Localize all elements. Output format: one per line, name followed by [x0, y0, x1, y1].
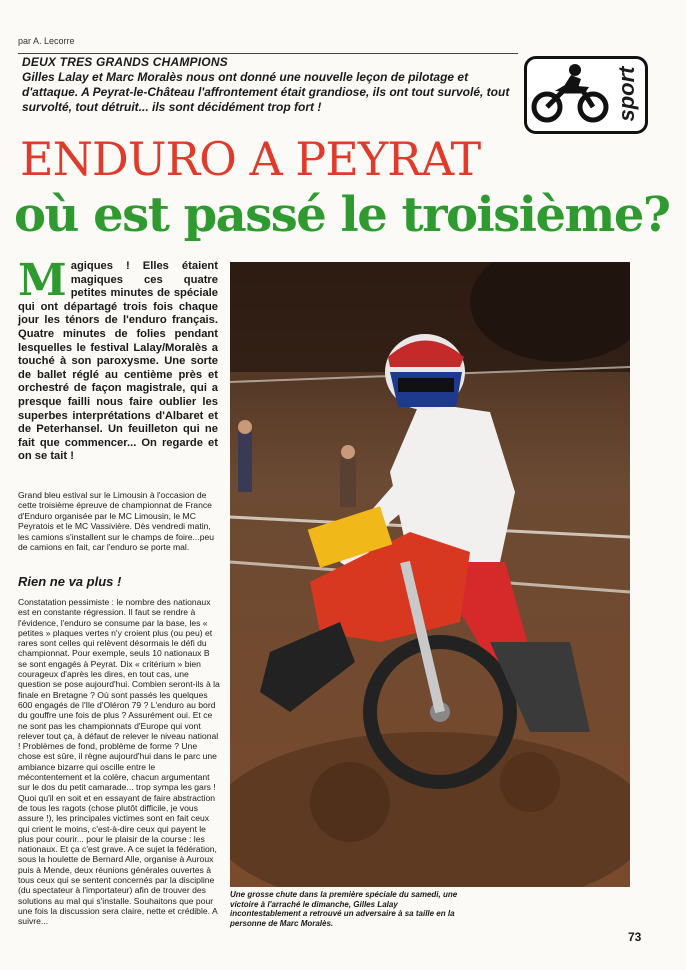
body-text: Constatation pessimiste : le nombre des nationaux est en constante régression. Il faut se rendre à l'évidence, l'enduro se consume par la base, les « petites » plaques vertes n'y croient plus (ou peu) et rares sont celles qui relèvent désormais le défi du championnat. Pour exemple, seuls 10 nationaux B se sont engagés à Peyrat. Dix « critérium » bien courageux d'après les dires, en tout cas, une question se pose aujourd'hui. Combien seront-ils à la finale en Bretagne ? Où sont passés les quelques 600 engagés de l'Ile d'Oléron 79 ? L'enduro au bord du gouffre une fois de plus ? Assurément oui. Et ce ne sont pas les championnats d'Europe qui vont relever tout ça, à défaut de relever le niveau national ! Problèmes de fond, problème de forme ? Une chose est sûre, il règne aujourd'hui dans le parc une ambiance bizarre qui oscille entre le mécontentement et la colère, chacun argumentant sur le dos du petit camarade... trop sympa les gars ! Quoi qu'il en soit et en essayant de faire abstraction de tous les ragots (chose plutôt difficile, je vous assure !), les principales victimes sont en fait ceux qui crient le moins, c'est-à-dire ceux qui payent le plus pour courir... pour le plaisir de la course : les nationaux. Et ça c'est grave. A ce sujet la fédération, sous la houlette de Bernard Alle, organise à Auroux puis à Mende, deux réunions générales ouvertes à tous ceux qui se sentent concernés par la discipline (du spectateur à l'importateur) afin de trouver des solutions au mal qui s'installe. Souhaitons que pour une fois la discussion sera claire, nette et crédible. A suivre... [18, 597, 220, 927]
summary-paragraph: Grand bleu estival sur le Limousin à l'occasion de cette troisième épreuve de championnat de France d'Enduro organisée par le MC Limousin, le MC Peyratois et le MC Vassivière. Dès vendredi matin, les camions s'installent sur le champs de foire...peu de camions en fait, car l'enduro se porte mal. [18, 490, 215, 553]
intro-text: agiques ! Elles étaient magiques ces quatre petites minutes de spéciale qui ont départagé trois fois chaque jour les ténors de l'enduro français. Quatre minutes de folies pendant lesquelles le festival Lalay/Moralès a touché à son paroxysme. Une sorte de ballet réglé au centième près et orchestré de façon magistrale, qui a presque failli nous faire oublier les superbes interprétations d'Albaret et de Peterhansel. Un feuilleton qui ne fait que commencer... On regarde et on se tait ! [18, 260, 218, 463]
lead-paragraph: Gilles Lalay et Marc Moralès nous ont donné une nouvelle leçon de pilotage et d'attaque. A Peyrat-le-Château l'affrontement était grandiose, ils ont tout survolé, tout survolté, tout détruit... ils sont décidément trop fort ! [22, 70, 510, 114]
byline: par A. Lecorre [18, 36, 75, 46]
photo-caption: Une grosse chute dans la première spéciale du samedi, une victoire à l'arraché le dimanche, Gilles Lalay incontestablement a retrouvé un adversaire à sa taille en la personne de Marc Moralès. [230, 890, 458, 928]
motocross-rider-icon [531, 61, 611, 127]
sport-logo [524, 56, 648, 134]
kicker: DEUX TRES GRANDS CHAMPIONS [22, 55, 228, 69]
drop-cap: M [18, 255, 67, 306]
page-number: 73 [628, 930, 642, 944]
header-rule [18, 53, 518, 54]
intro-paragraph [18, 255, 218, 464]
headline-line-1: ENDURO A PEYRAT [20, 132, 481, 186]
enduro-rider-photo [230, 262, 630, 887]
section-title: Rien ne va plus ! [18, 574, 122, 589]
sport-wordmark: sport [614, 66, 639, 122]
headline-line-2: où est passé le troisième? [14, 187, 670, 243]
